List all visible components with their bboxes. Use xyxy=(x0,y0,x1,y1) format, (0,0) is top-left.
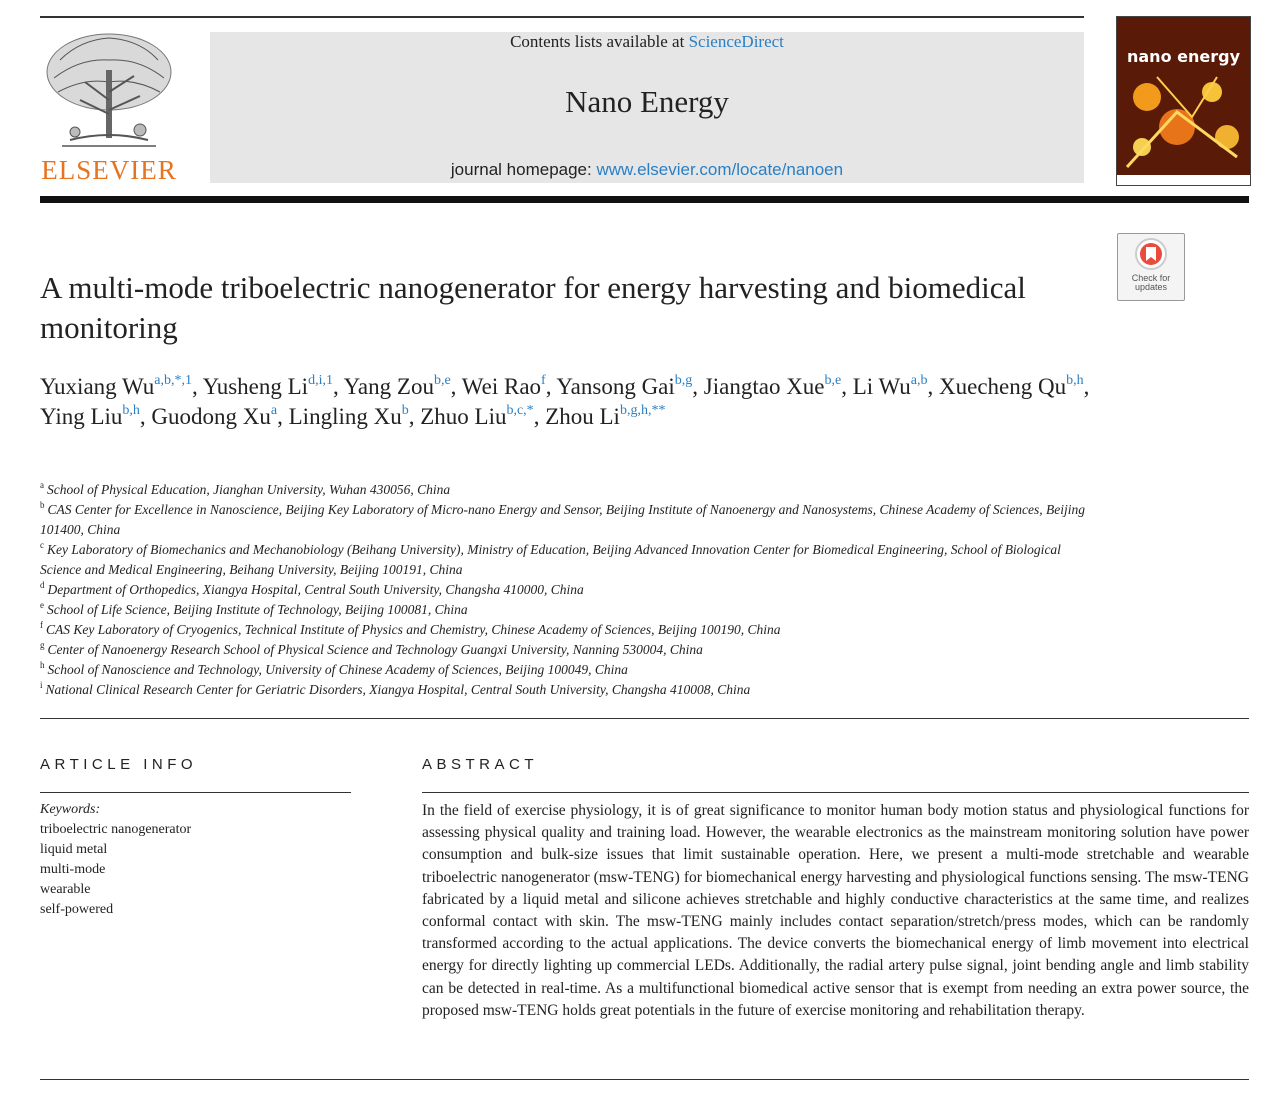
affiliation-mark: h xyxy=(40,660,45,670)
author-list: Yuxiang $Wu^{a,b,*,1}$, Yusheng Li$^{d,i,1}$, Yang Zou$^{b,e}$, Wei Rao$^f$, Yansong Gai$^{b,g}$, Jiangtao Xue$^{b,e}$, Li Wu$^{a,b}$, Xuecheng Qu$^{b,h}$, Ying Liu$^{b,h}$, Guodong Xu$^a$, Lingling Xu$^b$, Zhuo Liu$^{b,c,*}$, Zhou $Li^{b,g,h,**}$ xyxy=(40,373,1090,429)
keywords-label: Keywords: xyxy=(40,802,101,817)
author-affiliation-marks[interactable]: b,g,h,** xyxy=(619,403,666,418)
keywords-block xyxy=(40,800,360,920)
elsevier-logo[interactable] xyxy=(40,30,178,186)
keyword-item: multi-mode xyxy=(40,862,106,877)
keyword-item: triboelectric nanogenerator xyxy=(40,822,192,837)
affiliation-item xyxy=(40,540,1100,580)
affiliation-item xyxy=(40,480,1100,500)
affiliation-mark: c xyxy=(40,540,44,550)
author-name[interactable]: Yang Zou xyxy=(343,374,434,399)
keyword-item: liquid metal xyxy=(40,842,108,857)
affiliation-mark: b xyxy=(40,500,45,510)
affiliation-text: Center of Nanoenergy Research School of Physical Science and Technology Guangxi University, Nanning 530004, China xyxy=(47,642,703,657)
author-affiliation-marks[interactable]: b xyxy=(401,403,409,418)
author-name[interactable]: Yuxiang Wu xyxy=(40,374,155,399)
homepage-line xyxy=(210,160,1084,180)
contents-prefix: Contents lists available at xyxy=(510,32,689,51)
affiliation-item xyxy=(40,620,1100,640)
author-affiliation-marks[interactable]: a xyxy=(270,403,278,418)
cover-art-icon xyxy=(1117,17,1250,185)
author-name[interactable]: Li Wu xyxy=(852,374,911,399)
affiliation-item xyxy=(40,680,1100,700)
affiliation-item xyxy=(40,500,1100,540)
author-affiliation-marks[interactable]: a,b,*,1 xyxy=(154,373,192,388)
journal-cover[interactable] xyxy=(1116,16,1251,186)
keyword-item: self-powered xyxy=(40,902,114,917)
affiliation-list xyxy=(40,480,1100,700)
cover-title: nano energy xyxy=(1126,47,1240,66)
author-affiliation-marks[interactable]: f xyxy=(541,373,546,388)
homepage-prefix: journal homepage: xyxy=(450,160,597,179)
affiliation-item xyxy=(40,640,1100,660)
affiliation-item xyxy=(40,580,1100,600)
affiliation-text: CAS Center for Excellence in Nanoscience, Beijing Key Laboratory of Micro-nano Energy and Sensor, Beijing Institute of Nanoenergy and Nanosystems, Chinese Academy of Sciences, Beijing 101400, China xyxy=(40,502,1086,537)
bottom-rule xyxy=(40,1079,1249,1080)
abstract-rule xyxy=(422,792,1249,793)
affiliation-text: School of Nanoscience and Technology, University of Chinese Academy of Sciences, Beijing 100049, China xyxy=(47,662,628,677)
sciencedirect-link[interactable]: ScienceDirect xyxy=(688,32,784,51)
article-info-heading: ARTICLE INFO xyxy=(40,756,198,773)
affiliation-text: National Clinical Research Center for Geriatric Disorders, Xiangya Hospital, Central South University, Changsha 410008, China xyxy=(45,682,751,697)
affiliation-text: School of Physical Education, Jianghan University, Wuhan 430056, China xyxy=(47,482,451,497)
author-name[interactable]: Xuecheng Qu xyxy=(939,374,1067,399)
author-name[interactable]: Yusheng Li xyxy=(202,374,309,399)
abstract-heading: ABSTRACT xyxy=(422,756,539,773)
journal-banner xyxy=(210,32,1084,183)
author-name[interactable]: Lingling Xu xyxy=(288,404,402,429)
affiliation-mark: e xyxy=(40,600,44,610)
affiliation-text: School of Life Science, Beijing Institute of Technology, Beijing 100081, China xyxy=(47,602,468,617)
check-for-updates-button[interactable] xyxy=(1117,233,1185,301)
author-affiliation-marks[interactable]: b,c,* xyxy=(506,403,534,418)
elsevier-tree-icon xyxy=(40,30,178,152)
contents-line xyxy=(210,32,1084,52)
affiliation-text: CAS Key Laboratory of Cryogenics, Technical Institute of Physics and Chemistry, Chinese Academy of Sciences, Beijing 100190, China xyxy=(46,622,781,637)
affiliation-mark: g xyxy=(40,640,45,650)
journal-name: Nano Energy xyxy=(565,84,729,119)
check-updates-icon xyxy=(1118,234,1184,274)
author-affiliation-marks[interactable]: a,b xyxy=(910,373,928,388)
check-updates-label: Check for updates xyxy=(1131,273,1171,292)
author-name[interactable]: Ying Liu xyxy=(40,404,123,429)
author-affiliation-marks[interactable]: b,g xyxy=(674,373,693,388)
elsevier-wordmark: ELSEVIER xyxy=(41,155,177,185)
affiliation-item xyxy=(40,660,1100,680)
author-affiliation-marks[interactable]: b,e xyxy=(433,373,451,388)
author-affiliation-marks[interactable]: b,e xyxy=(824,373,842,388)
article-info-rule xyxy=(40,792,351,793)
author-affiliation-marks[interactable]: b,h xyxy=(1066,373,1084,388)
author-affiliation-marks[interactable]: d,i,1 xyxy=(308,373,333,388)
section-divider xyxy=(40,718,1249,719)
affiliation-text: Department of Orthopedics, Xiangya Hospital, Central South University, Changsha 410000, China xyxy=(47,582,584,597)
author-name[interactable]: Zhou Li xyxy=(545,404,620,429)
header-thick-rule xyxy=(40,196,1249,203)
author-affiliation-marks[interactable]: b,h xyxy=(122,403,140,418)
abstract-text: In the field of exercise physiology, it is of great significance to monitor human body motion status and physiological functions for assessing physical quality and training load. However, the wearable electronics as the mainstream monitoring solution have power consumption and bulk-size issues that limit sustainable operation. Here, we present a multi-mode stretchable and wearable triboelectric nanogenerator (msw-TENG) for biomechanical energy harvesting and physiological functions sensing. The msw-TENG fabricated by a liquid metal and silicone achieves stretchable and highly conductive characteristics at the same time, and realizes conformal contact with skin. The msw-TENG mainly includes contact separation/stretch/press modes, which can be randomly transformed according to the actual applications. The device converts the biomechanical energy of limb movement into electrical energy for directly lighting up commercial LEDs. Additionally, the radial artery pulse signal, joint bending angle and limb stability can be detected in real-time. As a multifunctional biomedical active sensor that is exempt from needing an extra power source, the proposed msw-TENG holds great potentials in the future of exercise monitoring and rehabilitation therapy. xyxy=(422,802,1249,1019)
affiliation-mark: i xyxy=(40,680,43,690)
author-name[interactable]: Guodong Xu xyxy=(151,404,271,429)
affiliation-text: Key Laboratory of Biomechanics and Mechanobiology (Beihang University), Ministry of Education, Beijing Advanced Innovation Center for Biomedical Engineering, School of Biological Science and Medical Engineering, Beihang University, Beijing 100191, China xyxy=(40,542,1061,577)
header-top-rule xyxy=(40,16,1084,18)
article-title: A multi-mode triboelectric nanogenerator for energy harvesting and biomedical monitoring xyxy=(40,270,1026,345)
affiliation-item xyxy=(40,600,1100,620)
affiliation-mark: f xyxy=(40,620,43,630)
author-name[interactable]: Wei Rao xyxy=(461,374,542,399)
keyword-item: wearable xyxy=(40,882,91,897)
affiliation-mark: d xyxy=(40,580,45,590)
journal-homepage-link[interactable]: www.elsevier.com/locate/nanoen xyxy=(596,160,844,179)
author-name[interactable]: Jiangtao Xue xyxy=(703,374,825,399)
affiliation-mark: a xyxy=(40,480,44,490)
author-name[interactable]: Yansong Gai xyxy=(556,374,675,399)
author-name[interactable]: Zhuo Liu xyxy=(420,404,507,429)
